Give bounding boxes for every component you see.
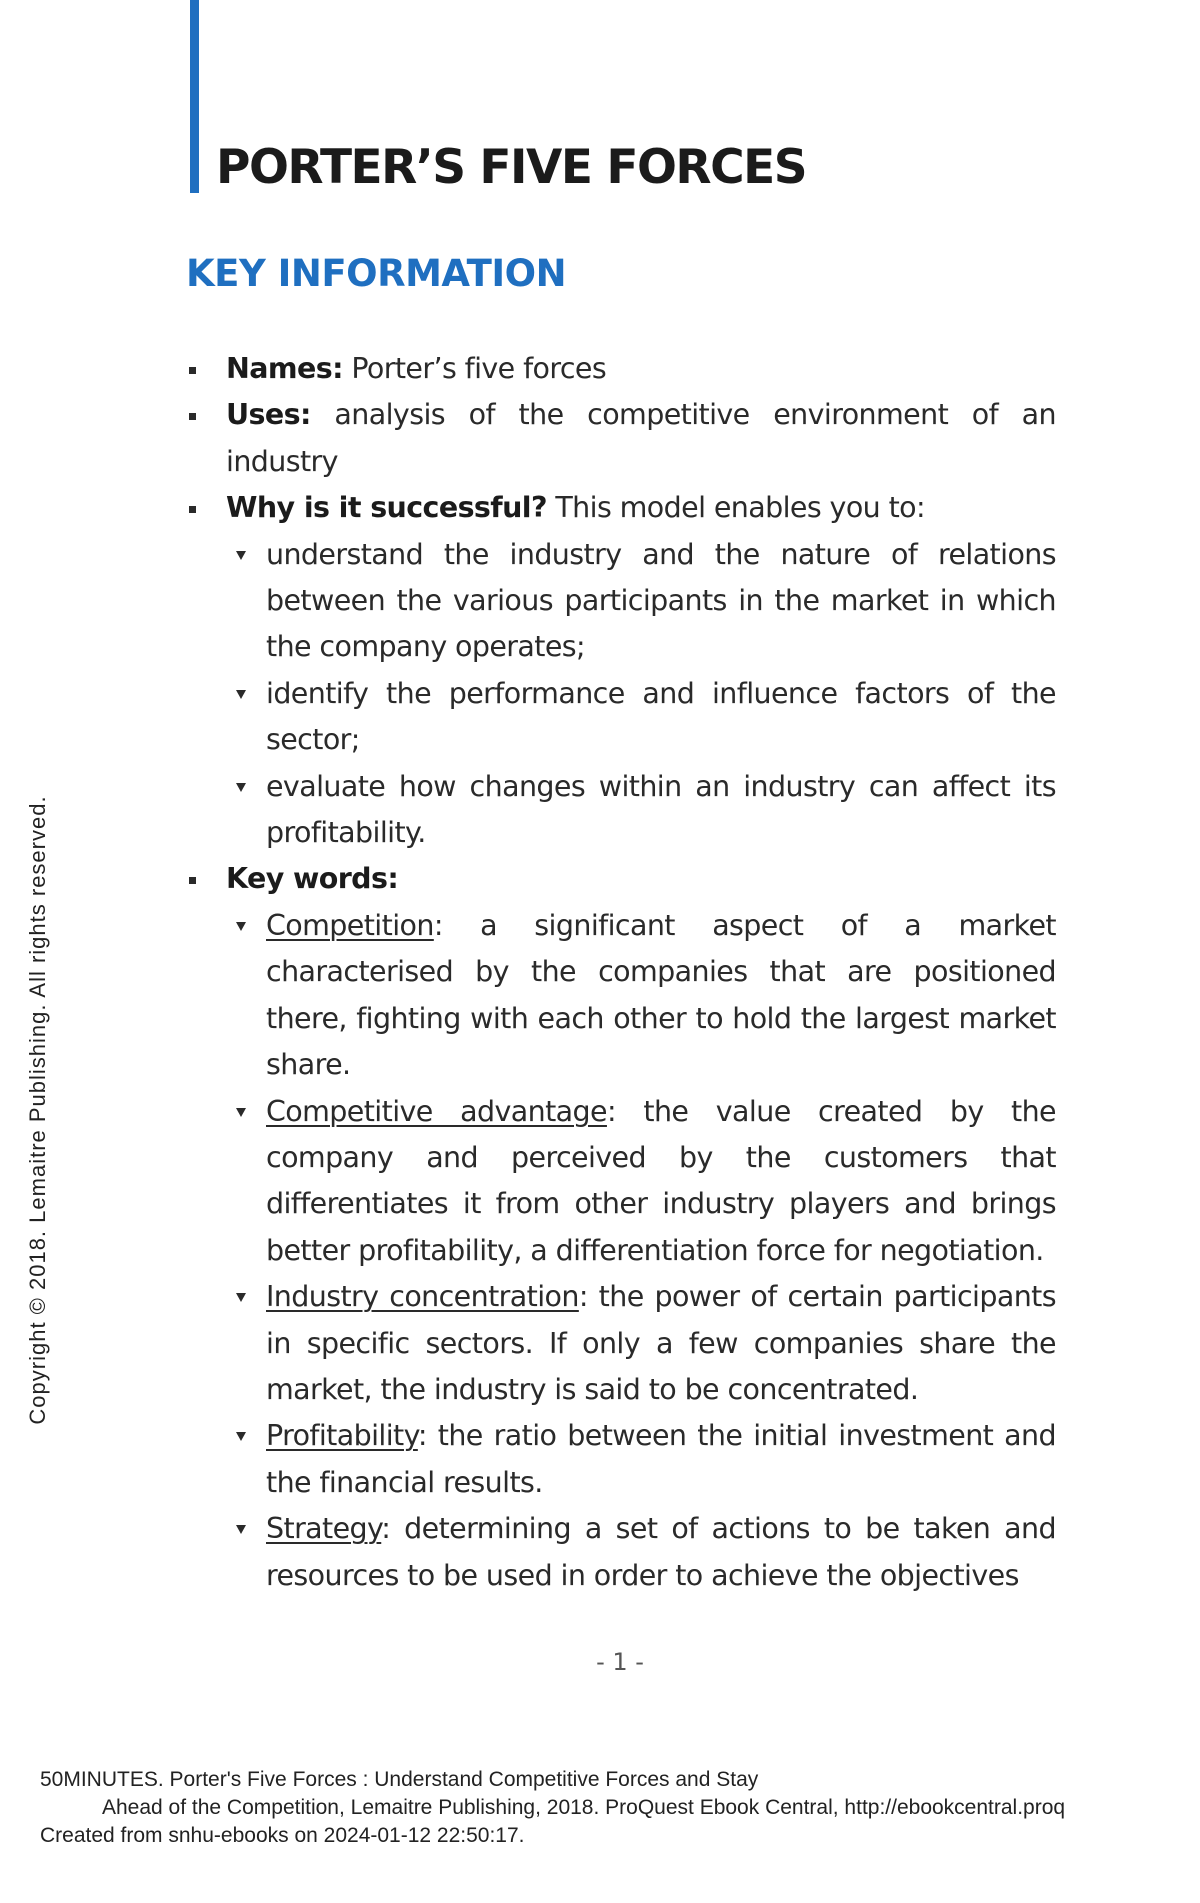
- key-word-definition: : determining a set of actions to be taken and resources to be used in order to achieve the objectives: [266, 1512, 1056, 1592]
- list-item: identify the performance and influence factors of the sector;: [226, 671, 1056, 764]
- chapter-title: PORTER’S FIVE FORCES: [216, 140, 807, 195]
- key-word-term: Competitive advantage: [266, 1094, 607, 1128]
- footer-line-publisher: Ahead of the Competition, Lemaitre Publishing, 2018. ProQuest Ebook Central, http://ebookcentral.proq: [102, 1796, 1066, 1819]
- item-label: Names:: [226, 352, 343, 385]
- key-word-item: [226, 1413, 1056, 1506]
- item-text: Porter’s five forces: [342, 352, 607, 385]
- footer-line-created: Created from snhu-ebooks on 2024-01-12 22:50:17.: [40, 1824, 525, 1847]
- key-word-item: [226, 1274, 1056, 1413]
- list-item-names: [186, 346, 1056, 392]
- key-information-content: [186, 346, 1056, 1599]
- list-item-key-words: [186, 856, 1056, 1599]
- item-text: This model enables you to:: [546, 491, 926, 525]
- key-word-term: Industry concentration: [266, 1280, 579, 1314]
- list-item: evaluate how changes within an industry can affect its profitability.: [226, 764, 1056, 857]
- key-word-definition: : the power of certain participants in specific sectors. If only a few companies share the market, the industry is said to be concentrated.: [266, 1280, 1056, 1406]
- key-word-term: Profitability: [266, 1419, 418, 1453]
- page-number: - 1 -: [596, 1648, 644, 1676]
- key-information-list: [186, 346, 1056, 1599]
- footer-line-title: 50MINUTES. Porter's Five Forces : Understand Competitive Forces and Stay: [40, 1768, 759, 1791]
- success-reasons-list: [226, 532, 1056, 857]
- list-item: understand the industry and the nature of relations between the various participants in the market in which the company operates;: [226, 532, 1056, 671]
- key-word-definition: : the value created by the company and perceived by the customers that differentiates it from other industry players and brings better profitability, a differentiation force for negotiation.: [266, 1094, 1056, 1267]
- citation-footer: [40, 1766, 1200, 1850]
- key-word-definition: : the ratio between the initial investment and the financial results.: [266, 1419, 1056, 1499]
- section-title: KEY INFORMATION: [186, 252, 567, 295]
- item-label: Uses:: [226, 398, 311, 432]
- key-words-list: [226, 903, 1056, 1599]
- key-word-definition: : a significant aspect of a market characterised by the companies that are positioned there, fighting with each other to hold the largest market share.: [266, 908, 1056, 1082]
- item-label: Why is it successful?: [226, 491, 547, 525]
- item-text: analysis of the competitive environment of an industry: [226, 398, 1056, 478]
- key-word-term: Competition: [266, 908, 434, 942]
- chapter-accent-bar: [190, 0, 199, 193]
- key-word-item: [226, 1506, 1056, 1599]
- key-word-term: Strategy: [266, 1512, 382, 1546]
- list-item-uses: [186, 392, 1056, 485]
- key-word-item: [226, 903, 1056, 1089]
- key-word-item: [226, 1089, 1056, 1275]
- item-label: Key words:: [226, 862, 399, 896]
- copyright-notice: Copyright © 2018. Lemaitre Publishing. All rights reserved.: [25, 795, 50, 1425]
- list-item-why-successful: [186, 485, 1056, 856]
